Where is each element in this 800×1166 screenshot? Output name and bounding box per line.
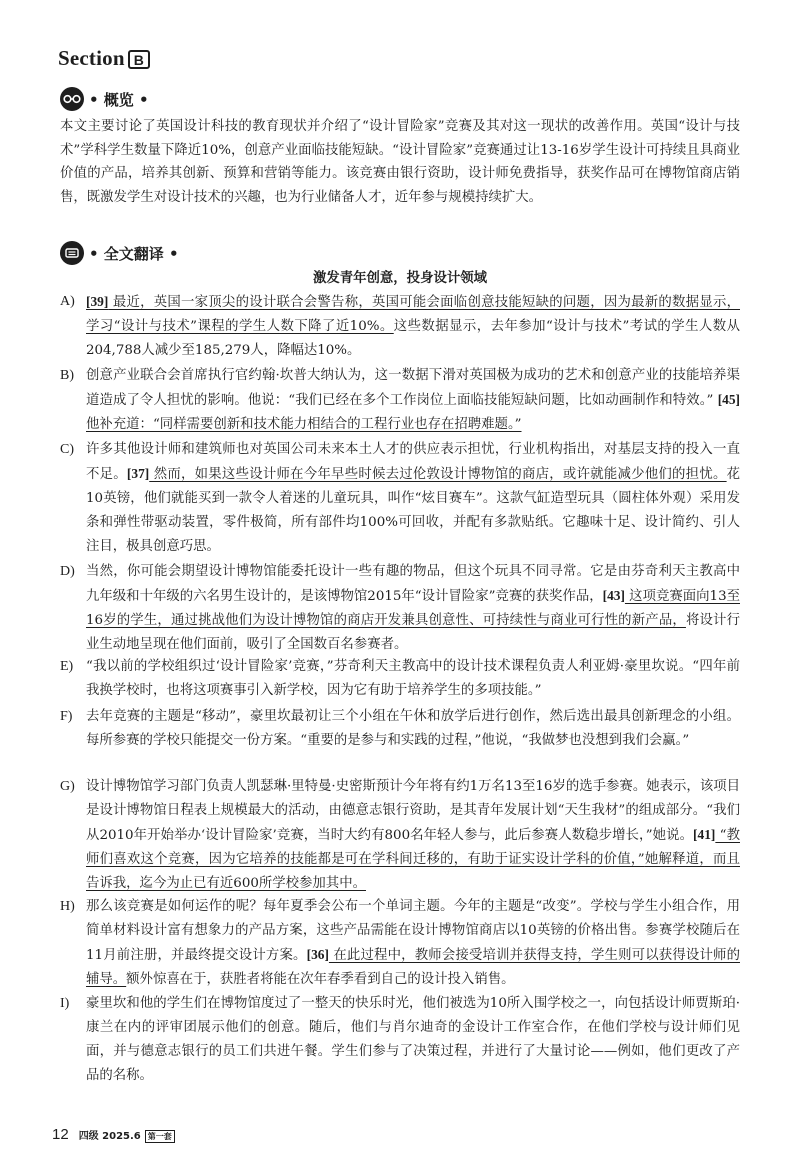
paragraph-label: I) xyxy=(60,996,70,1011)
question-number: [37] xyxy=(126,466,150,481)
paragraph-body xyxy=(86,655,740,703)
paragraph xyxy=(60,992,740,1088)
question-number: [45] xyxy=(717,392,740,407)
paragraph-text: 去年竞赛的主题是“移动”，豪里坎最初让三个小组在午休和放学后进行创作，然后选出最具创新理念的小组。每所参赛的学校只能提交一份方案。“重要的是参与和实践的过程，”他说，“我做梦也没想到我们会赢。” xyxy=(86,709,740,748)
question-number: [41] xyxy=(693,827,716,842)
glasses-icon-glyph xyxy=(63,94,81,104)
paragraph-body xyxy=(86,705,740,753)
paragraph-body xyxy=(86,560,740,657)
paragraph-label: A) xyxy=(60,294,75,309)
paragraph xyxy=(60,775,740,896)
paragraph xyxy=(60,560,740,657)
glasses-icon xyxy=(60,87,84,111)
section-letter-badge: B xyxy=(128,50,150,69)
paragraph-text: 额外惊喜在于，获胜者将能在次年春季看到自己的设计投入销售。 xyxy=(126,972,515,987)
paragraph xyxy=(60,364,740,437)
paragraph-text: 许多其他设计师和建筑师也对英国公司未来本土人才的供应表示担忧，行业机构指出，对基层支持的投入一直不足。 xyxy=(86,442,740,482)
page-number: 12 xyxy=(52,1126,69,1143)
paragraph-label: F) xyxy=(60,709,73,724)
paragraph-label: H) xyxy=(60,899,75,914)
overview-heading xyxy=(60,87,149,111)
overview-text: 本文主要讨论了英国设计科技的教育现状并介绍了“设计冒险家”竞赛及其对这一现状的改善作用。英国“设计与技术”学科学生数量下降近10%，创意产业面临技能短缺。“设计冒险家”竞赛通过让13-16岁学生设计可持续且具商业价值的产品，培养其创新、预算和营销等能力。该竞赛由银行资助，设计师免费指导，获奖作品可在博物馆商店销售，既激发学生对设计技术的兴趣，也为行业储备人才，近年参与规模持续扩大。 xyxy=(60,119,740,205)
paragraph-text: 创意产业联合会首席执行官约翰·坎普大纳认为，这一数据下滑对英国极为成功的艺术和创意产业的技能培养渠道造成了令人担忧的影响。他说：“我们已经在多个工作岗位上面临技能短缺问题，比如动画制作和特效。” xyxy=(86,368,740,408)
paragraph-body xyxy=(86,438,740,559)
article-title: 激发青年创意，投身设计领域 xyxy=(312,270,488,286)
translation-heading-text: • 全文翻译 • xyxy=(89,244,179,263)
paragraph-text: “我以前的学校组织过‘设计冒险家’竞赛，”芬奇利天主教高中的设计技术课程负责人利亚姆·豪里坎说。“四年前我换学校时，也将这项赛事引入新学校，因为它有助于培养学生的多项技能。” xyxy=(86,659,740,698)
paragraph-text: 当然，你可能会期望设计博物馆能委托设计一些有趣的物品，但这个玩具不同寻常。它是由芬奇利天主教高中九年级和十年级的六名男生设计的，是该博物馆2015年“设计冒险家”竞赛的获奖作品， xyxy=(86,564,740,604)
paragraph-text: 设计博物馆学习部门负责人凯瑟琳·里特曼·史密斯预计今年将有约1万名13至16岁的选手参赛。她表示，该项目是设计博物馆日程表上规模最大的活动，由德意志银行资助，是其青年发展计划“天生我材”的组成部分。“我们从2010年开始举办‘设计冒险家’竞赛，当时大约有800名年轻人参与，此后参赛人数稳步增长，”她说。 xyxy=(86,779,740,843)
paragraph-body xyxy=(86,775,740,896)
book-icon-glyph xyxy=(65,247,79,259)
question-number: [36] xyxy=(306,947,329,962)
paragraph-body xyxy=(86,364,740,437)
paragraph-label: C) xyxy=(60,442,74,457)
paragraph-text: 然而，如果这些设计师在今年早些时候去过伦敦设计博物馆的商店，或许就能减少他们的担忧。 xyxy=(149,467,727,482)
paragraph-text: 最近，英国一家顶尖的设计联合会警告称，英国可能会面临创意技能短缺的问题，因为最新的数据显示，学习“设计与技术”课程的学生人数下降了近10%。 xyxy=(86,295,740,334)
paragraph-text: 这些数据显示，去年参加“设计与技术”考试的学生人数从204,788人减少至185,279人，降幅达10%。 xyxy=(86,319,740,358)
paragraph xyxy=(60,655,740,703)
paragraph xyxy=(60,895,740,992)
translation-heading xyxy=(60,241,179,265)
section-word: Section xyxy=(58,46,125,70)
question-number: [43] xyxy=(602,588,625,603)
paragraph-text: 在此过程中，教师会接受培训并获得支持，学生则可以获得设计师的辅导。 xyxy=(86,948,740,987)
paragraph xyxy=(60,705,740,753)
page-footer xyxy=(52,1126,175,1143)
paragraph-label: B) xyxy=(60,368,74,383)
paragraph-text: 这项竞赛面向13至16岁的学生，通过挑战他们为设计博物馆的商店开发兼具创意性、可持续性与商业可行性的新产品， xyxy=(86,589,740,628)
paragraph-text: 那么该竞赛是如何运作的呢？每年夏季会公布一个单词主题。今年的主题是“改变”。学校与学生小组合作，用简单材料设计富有想象力的产品方案，这些产品需能在设计博物馆商店以10英镑的价格出售。参赛学校随后在11月前注册，并最终提交设计方案。 xyxy=(86,899,740,963)
paragraph-label: G) xyxy=(60,779,75,794)
section-heading xyxy=(58,46,150,71)
issue-badge: 第一套 xyxy=(145,1130,175,1143)
question-number: [39] xyxy=(86,294,109,309)
paragraph xyxy=(60,438,740,559)
paragraph-text: “教师们喜欢这个竞赛，因为它培养的技能都是可在学科间迁移的，有助于证实设计学科的价值，” xyxy=(86,828,740,867)
paragraph-body xyxy=(86,992,740,1088)
paragraph-body xyxy=(86,290,740,363)
paragraph-text: 她解释道，而且告诉我，迄今为止已有近600所学校参加其中。 xyxy=(86,852,740,891)
publication-label: 四级 2025.6 xyxy=(78,1131,141,1142)
paragraph-label: D) xyxy=(60,564,75,579)
paragraph-text: 他补充道：“同样需要创新和技术能力相结合的工程行业也存在招聘难题。” xyxy=(86,417,522,432)
paragraph-text: 豪里坎和他的学生们在博物馆度过了一整天的快乐时光，他们被选为10所入围学校之一，向包括设计师贾斯珀·康兰在内的评审团展示他们的创意。随后，他们与肖尔迪奇的金设计工作室合作，在他们学校与设计师们见面，并与德意志银行的员工们共进午餐。学生们参与了决策过程，并进行了大量讨论——例如，他们更改了产品的名称。 xyxy=(86,996,740,1083)
overview-heading-text: • 概览 • xyxy=(89,90,149,109)
book-icon xyxy=(60,241,84,265)
paragraph-text: 花10英镑，他们就能买到一款令人着迷的儿童玩具，叫作“炫目赛车”。这款气缸造型玩具（圆柱体外观）采用发条和弹性带驱动装置，零件极简，所有部件均100%可回收，并配有多款贴纸。它趣味十足、设计简约、引人注目，极具创意巧思。 xyxy=(86,467,740,554)
paragraph xyxy=(60,290,740,363)
paragraph-text: 将设计行业生动地呈现在他们面前，吸引了全国数百名参赛者。 xyxy=(86,613,741,652)
paragraph-body xyxy=(86,895,740,992)
paragraph-label: E) xyxy=(60,659,74,674)
